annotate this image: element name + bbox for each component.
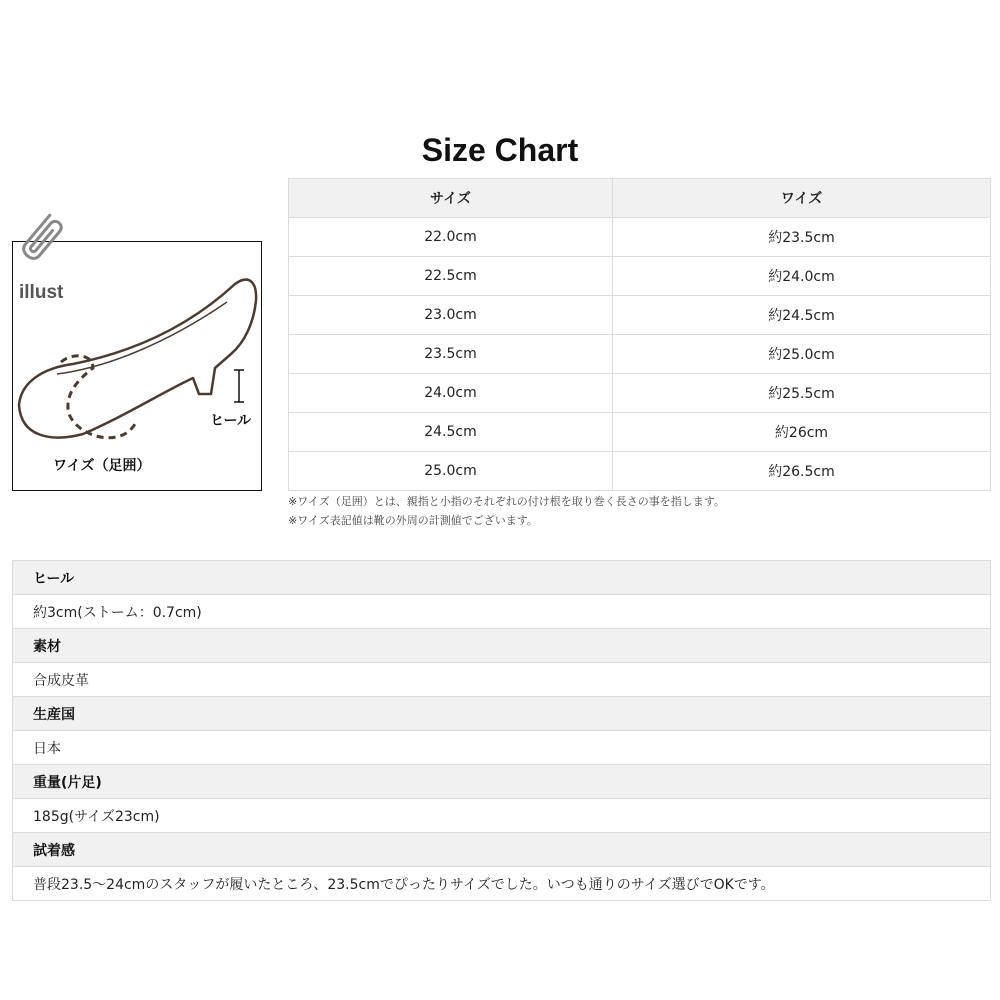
width-cell: 約24.0cm [613, 257, 991, 296]
spec-value-row [13, 595, 991, 629]
heel-label: ヒール [210, 413, 252, 429]
width-cell: 約25.5cm [613, 374, 991, 413]
spec-label: 試着感 [13, 833, 991, 867]
spec-label: 素材 [13, 629, 991, 663]
width-cell: 約26.5cm [613, 452, 991, 491]
page-title: Size Chart [421, 132, 579, 168]
table-row [289, 218, 991, 257]
width-cell: 約25.0cm [613, 335, 991, 374]
width-cell: 約24.5cm [613, 296, 991, 335]
spec-label: 生産国 [13, 697, 991, 731]
spec-label: ヒール [13, 561, 991, 595]
table-row [289, 335, 991, 374]
spec-value: 約3cm(ストーム：0.7cm) [13, 595, 991, 629]
shoe-illustration-panel [12, 241, 262, 491]
paperclip-icon [10, 208, 74, 272]
spec-label: 重量(片足) [13, 765, 991, 799]
spec-label-row [13, 629, 991, 663]
width-label: ワイズ（足囲） [53, 458, 151, 474]
width-cell: 約23.5cm [613, 218, 991, 257]
width-cell: 約26cm [613, 413, 991, 452]
spec-value-row [13, 867, 991, 901]
spec-value-row [13, 799, 991, 833]
spec-value: 合成皮革 [13, 663, 991, 697]
size-cell: 22.0cm [289, 218, 613, 257]
product-specs-table [12, 560, 991, 901]
size-notes [288, 492, 725, 530]
header-size: サイズ [289, 179, 613, 218]
size-table-header [289, 179, 991, 218]
size-cell: 24.0cm [289, 374, 613, 413]
spec-label-row [13, 765, 991, 799]
header-width: ワイズ [613, 179, 991, 218]
note-line: ※ワイズ表記値は靴の外周の計測値でございます。 [288, 514, 538, 527]
spec-label-row [13, 561, 991, 595]
spec-value-row [13, 663, 991, 697]
size-cell: 22.5cm [289, 257, 613, 296]
table-row [289, 413, 991, 452]
table-row [289, 452, 991, 491]
spec-value: 185g(サイズ23cm) [13, 799, 991, 833]
size-chart-table [288, 178, 991, 491]
size-cell: 23.0cm [289, 296, 613, 335]
table-row [289, 374, 991, 413]
size-cell: 23.5cm [289, 335, 613, 374]
spec-value: 日本 [13, 731, 991, 765]
table-row [289, 257, 991, 296]
spec-label-row [13, 833, 991, 867]
spec-value-row [13, 731, 991, 765]
size-cell: 24.5cm [289, 413, 613, 452]
spec-value: 普段23.5～24cmのスタッフが履いたところ、23.5cmでぴったりサイズでした。いつも通りのサイズ選びでOKです。 [13, 867, 991, 901]
table-row [289, 296, 991, 335]
note-line: ※ワイズ（足囲）とは、親指と小指のそれぞれの付け根を取り巻く長さの事を指します。 [288, 495, 725, 508]
illust-label: illust [19, 282, 64, 303]
spec-label-row [13, 697, 991, 731]
size-cell: 25.0cm [289, 452, 613, 491]
